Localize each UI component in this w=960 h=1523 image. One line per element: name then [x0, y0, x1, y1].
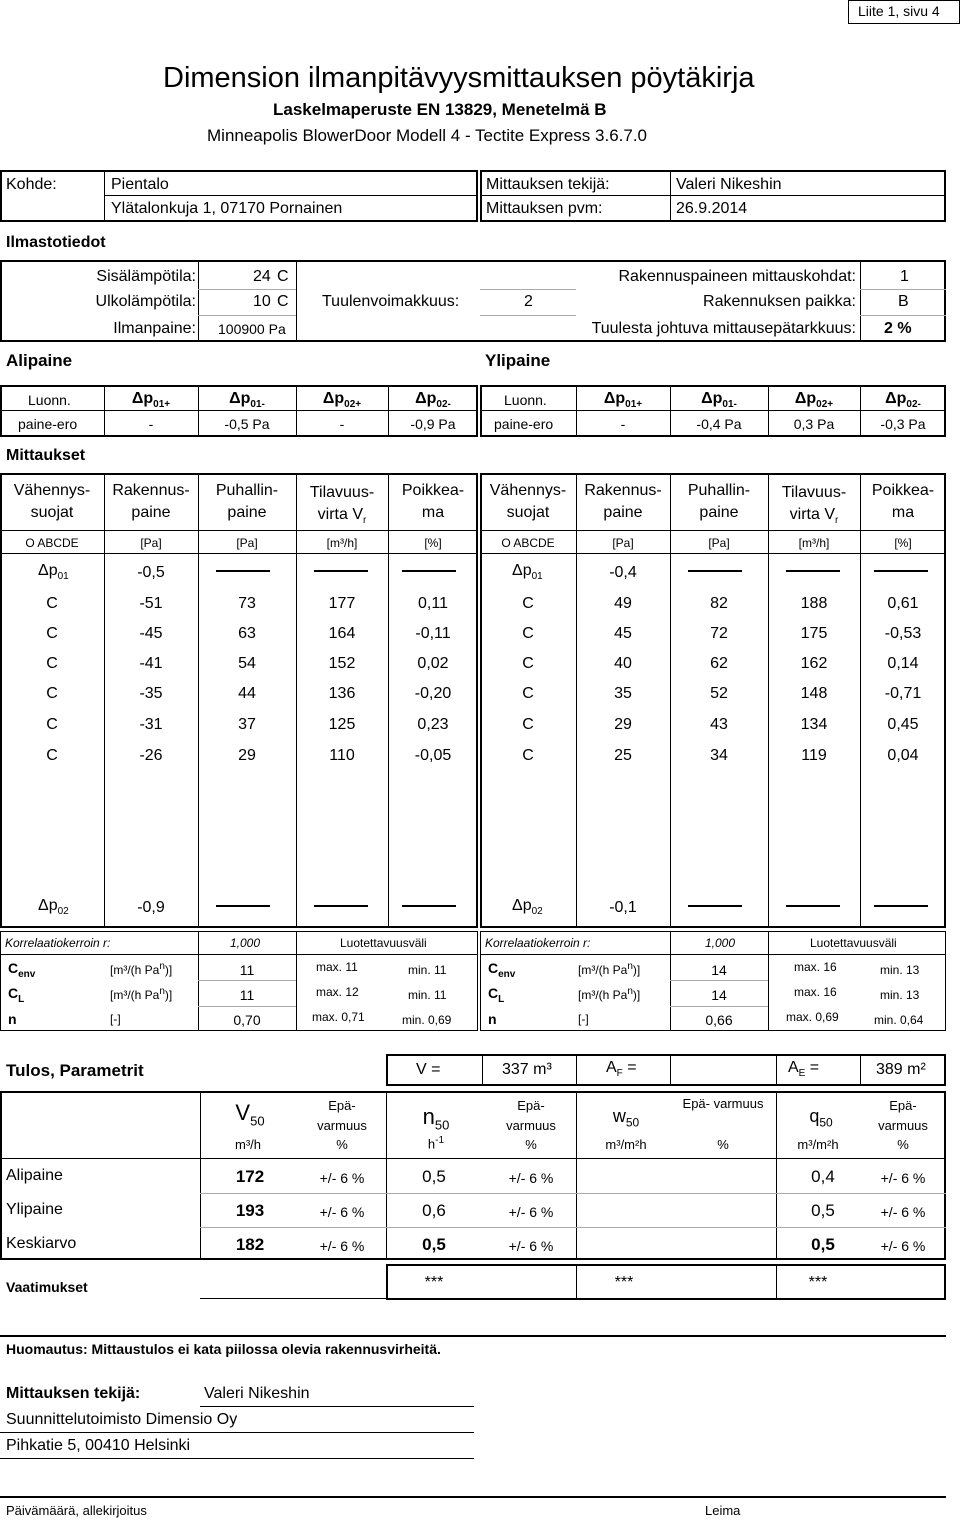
yli-row-4-col-4: 148 — [800, 685, 828, 702]
y-unit-fp: [Pa] — [708, 536, 730, 550]
w50-header: $w_{50}$ — [612, 1106, 640, 1130]
result-1-e4: +/- 6 % — [880, 1170, 926, 1186]
ali-row-5-col-5: 0,23 — [417, 716, 449, 733]
ali-cl-unit: [m³/(h Pa$^n$)] — [110, 986, 173, 1002]
unit-fp: [Pa] — [236, 536, 258, 550]
result-3-q50: 0,5 — [811, 1235, 835, 1254]
yli-natural-4: -0,3 Pa — [880, 416, 926, 432]
y-hdr-flow: Tilavuus- virta $V_r$ — [781, 484, 847, 527]
yli-natural-3: 0,3 Pa — [793, 416, 835, 432]
y-hdr-building-pressure: Rakennus- paine — [584, 482, 662, 521]
indoor-temp-value: 24 — [253, 268, 271, 285]
y-dp02-plus-header: $\Delta p_{02+}$ — [794, 390, 834, 411]
yli-row-6-col-1: C — [522, 747, 534, 764]
y-conf-label: Luotettavuusväli — [810, 936, 897, 950]
ali-row-4-col-3: 44 — [238, 685, 256, 702]
q50-header: $q_{50}$ — [809, 1106, 833, 1130]
page-ref: Liite 1, sivu 4 — [858, 3, 940, 19]
conf-label: Luotettavuusväli — [340, 936, 427, 950]
corr-label: Korrelaatiokerroin r: — [5, 936, 111, 950]
yli-n-max: max. 0,69 — [786, 1010, 839, 1024]
w50-uncert-header: Epä- varmuus — [682, 1096, 764, 1111]
yli-row-5-col-5: 0,45 — [887, 716, 919, 733]
ali-row-4-col-5: -0,20 — [414, 685, 452, 702]
ali-dp02-label: $\Delta p_{02}$ — [38, 897, 69, 918]
ali-row-6-col-5: -0,05 — [414, 747, 452, 764]
result-3-n50: 0,5 — [422, 1235, 446, 1254]
volume-value: 337 m³ — [502, 1061, 552, 1078]
company-address: Pihkatie 5, 00410 Helsinki — [6, 1437, 191, 1454]
yli-row-1-col-5: 0,61 — [887, 595, 919, 612]
yli-row-3-col-1: C — [522, 655, 534, 672]
yli-row-4-col-3: 52 — [710, 685, 728, 702]
yli-cl-value: 14 — [711, 987, 727, 1003]
pressure-points-value: 1 — [900, 268, 909, 285]
unit-fans: O ABCDE — [25, 536, 79, 550]
y-hdr-fan-pressure: Puhallin- paine — [687, 482, 751, 521]
ali-row-4-col-1: C — [46, 685, 58, 702]
yli-cl-unit: [m³/(h Pa$^n$)] — [578, 986, 641, 1002]
measurer-name: Valeri Nikeshin — [676, 176, 782, 193]
y-dp01-plus-header: $\Delta p_{01+}$ — [603, 390, 643, 411]
ali-cl-min: min. 11 — [408, 988, 447, 1002]
yli-row-1-col-1: C — [522, 595, 534, 612]
signer-name: Valeri Nikeshin — [204, 1385, 310, 1402]
note: Huomautus: Mittaustulos ei kata piilossa olevia rakennusvirheitä. — [6, 1341, 441, 1357]
ali-n-unit: [-] — [110, 1012, 121, 1026]
ali-row-6-col-3: 29 — [238, 747, 256, 764]
page-title: Dimension ilmanpitävyysmittauksen pöytäkirja — [163, 62, 755, 94]
ae-value: 389 m² — [876, 1061, 926, 1078]
ali-row-6-col-1: C — [46, 747, 58, 764]
air-pressure-value: 100900 Pa — [218, 321, 286, 337]
ali-row-2-col-3: 63 — [238, 625, 256, 642]
yli-row-6-col-4: 119 — [801, 747, 827, 764]
result-2-label: Ylipaine — [6, 1201, 63, 1218]
yli-cenv-max: max. 16 — [794, 960, 837, 974]
yli-row-1-col-2: 49 — [614, 595, 632, 612]
ali-corr-value: 1,000 — [230, 936, 261, 950]
q50-unit: m³/m²h — [797, 1137, 839, 1152]
wind-label: Tuulenvoimakkuus: — [322, 293, 460, 310]
yli-row-4-col-1: C — [522, 685, 534, 702]
natural-label-top-2: Luonn. — [504, 392, 547, 408]
ali-cenv-value: 11 — [239, 962, 255, 978]
unit-dev: [%] — [424, 536, 442, 550]
dp01-plus-header: $\Delta p_{01+}$ — [131, 390, 171, 411]
ali-cl-value: 11 — [239, 987, 255, 1003]
ali-row-1-col-1: C — [46, 595, 58, 612]
ali-row-2-col-1: C — [46, 625, 58, 642]
dp02-plus-header: $\Delta p_{02+}$ — [322, 390, 362, 411]
yli-row-5-col-1: C — [522, 716, 534, 733]
yli-dp01-value: -0,4 — [609, 564, 637, 581]
ali-row-3-col-1: C — [46, 655, 58, 672]
yli-row-1-col-4: 188 — [800, 595, 828, 612]
yli-row-3-col-5: 0,14 — [887, 655, 919, 672]
weather-heading: Ilmastotiedot — [6, 234, 106, 251]
y-unit-flow: [m³/h] — [798, 536, 830, 550]
measurements-heading: Mittaukset — [6, 447, 86, 464]
ali-cl-max: max. 12 — [316, 985, 359, 999]
yli-cenv-unit: [m³/(h Pa$^n$)] — [578, 961, 641, 977]
site-label: Kohde: — [6, 176, 57, 193]
indoor-temp-label: Sisälämpötila: — [96, 268, 196, 285]
yli-dp02-label: $\Delta p_{02}$ — [512, 897, 543, 918]
hdr-fan-pressure: Puhallin- paine — [215, 482, 279, 521]
yli-cl-max: max. 16 — [794, 985, 837, 999]
building-location-value: B — [898, 293, 909, 310]
yli-row-6-col-3: 34 — [710, 747, 728, 764]
building-location-label: Rakennuksen paikka: — [703, 293, 856, 310]
unit-bp: [Pa] — [140, 536, 162, 550]
hdr-building-pressure: Rakennus- paine — [112, 482, 190, 521]
ali-row-1-col-2: -51 — [139, 595, 163, 612]
ali-row-6-col-2: -26 — [139, 747, 163, 764]
yli-dp02-value: -0,1 — [609, 899, 637, 916]
yli-n-value: 0,66 — [705, 1012, 733, 1028]
w50-pct-unit: % — [717, 1137, 729, 1152]
yli-row-4-col-5: -0,71 — [884, 685, 922, 702]
ali-row-3-col-4: 152 — [328, 655, 356, 672]
yli-row-5-col-3: 43 — [710, 716, 728, 733]
yli-row-3-col-4: 162 — [800, 655, 828, 672]
yli-row-4-col-2: 35 — [614, 685, 632, 702]
result-2-e1: +/- 6 % — [319, 1204, 365, 1220]
n50-pct-unit: % — [525, 1137, 537, 1152]
air-pressure-label: Ilmanpaine: — [113, 320, 196, 337]
result-1-v50: 172 — [235, 1167, 265, 1186]
wind-error-value: 2 % — [884, 320, 912, 337]
y-corr-label: Korrelaatiokerroin r: — [485, 936, 591, 950]
result-1-n50: 0,5 — [422, 1167, 446, 1186]
hdr-deviation: Poikkea- ma — [401, 482, 465, 521]
ali-natural-2: -0,5 Pa — [224, 416, 270, 432]
ali-row-1-col-5: 0,11 — [418, 595, 448, 612]
ali-row-2-col-5: -0,11 — [415, 625, 451, 642]
pressure-points-label: Rakennuspaineen mittauskohdat: — [618, 268, 856, 285]
subtitle-method: Laskelmaperuste EN 13829, Menetelmä B — [273, 100, 607, 119]
ali-row-3-col-3: 54 — [238, 655, 256, 672]
hdr-fans: Vähennys- suojat — [13, 482, 91, 521]
req-q50: *** — [808, 1274, 828, 1291]
measurer-label: Mittauksen tekijä: — [486, 176, 610, 193]
req-w50: *** — [614, 1274, 634, 1291]
outdoor-temp-label: Ulkolämpötila: — [95, 293, 196, 310]
ali-n-label: n — [8, 1011, 17, 1027]
yli-row-3-col-3: 62 — [710, 655, 728, 672]
requirements-label: Vaatimukset — [6, 1279, 88, 1295]
ali-natural-4: -0,9 Pa — [410, 416, 456, 432]
yli-cl-min: min. 13 — [880, 988, 920, 1002]
stamp-label: Leima — [705, 1503, 741, 1518]
v50-unit: m³/h — [235, 1137, 261, 1152]
ali-row-4-col-2: -35 — [139, 685, 163, 702]
v50-uncert-header: Epä- varmuus — [317, 1098, 367, 1133]
volume-label: V = — [416, 1061, 441, 1078]
ali-n-value: 0,70 — [233, 1012, 261, 1028]
y-hdr-deviation: Poikkea- ma — [871, 482, 935, 521]
af-label: $A_F$ = — [606, 1059, 637, 1080]
ali-dp02-value: -0,9 — [137, 899, 165, 916]
ali-row-6-col-4: 110 — [329, 747, 355, 764]
yli-n-label: n — [488, 1011, 497, 1027]
yli-row-2-col-5: -0,53 — [884, 625, 922, 642]
volume-box — [386, 1054, 946, 1086]
yli-row-5-col-4: 134 — [800, 716, 828, 733]
ali-cenv-label: $C_{env}$ — [8, 960, 36, 980]
v50-pct-unit: % — [336, 1137, 348, 1152]
v50-header: $V_{50}$ — [235, 1100, 265, 1129]
signer-label: Mittauksen tekijä: — [6, 1385, 141, 1402]
yli-n-unit: [-] — [578, 1012, 589, 1026]
ali-dp01-label: $\Delta p_{01}$ — [38, 562, 69, 583]
ali-row-5-col-4: 125 — [328, 716, 356, 733]
result-3-e2: +/- 6 % — [508, 1238, 554, 1254]
yli-row-6-col-5: 0,04 — [887, 747, 919, 764]
ali-dp01-value: -0,5 — [137, 564, 165, 581]
dp01-minus-header: $\Delta p_{01-}$ — [229, 390, 265, 411]
ali-row-4-col-4: 136 — [328, 685, 356, 702]
yli-row-5-col-2: 29 — [614, 716, 632, 733]
yli-natural-1: - — [620, 416, 626, 432]
w50-unit: m³/m²h — [605, 1137, 647, 1152]
req-n50: *** — [424, 1274, 444, 1291]
y-hdr-fans: Vähennys- suojat — [489, 482, 567, 521]
result-2-v50: 193 — [235, 1201, 265, 1220]
wind-value: 2 — [524, 293, 533, 310]
dp02-minus-header: $\Delta p_{02-}$ — [415, 390, 451, 411]
ali-row-5-col-3: 37 — [238, 716, 256, 733]
ali-row-3-col-5: 0,02 — [417, 655, 449, 672]
company: Suunnittelutoimisto Dimensio Oy — [6, 1411, 238, 1428]
result-2-e4: +/- 6 % — [880, 1204, 926, 1220]
overpressure-heading: Ylipaine — [485, 351, 551, 370]
n50-unit: $h^{-1}$ — [427, 1135, 445, 1152]
n50-header: $n_{50}$ — [422, 1104, 450, 1133]
site-name: Pientalo — [111, 176, 169, 193]
yli-row-2-col-1: C — [522, 625, 534, 642]
ali-cenv-unit: [m³/(h Pa$^n$)] — [110, 961, 173, 977]
result-1-q50: 0,4 — [811, 1167, 835, 1186]
ali-row-2-col-2: -45 — [139, 625, 163, 642]
y-unit-fans: O ABCDE — [501, 536, 555, 550]
result-2-q50: 0,5 — [811, 1201, 835, 1220]
natural-label-bottom-2: paine-ero — [494, 416, 554, 432]
ali-natural-3: - — [339, 416, 345, 432]
result-1-e2: +/- 6 % — [508, 1170, 554, 1186]
ali-cenv-max: max. 11 — [316, 960, 358, 974]
yli-row-6-col-2: 25 — [614, 747, 632, 764]
y-unit-dev: [%] — [894, 536, 912, 550]
ali-natural-1: - — [148, 416, 154, 432]
natural-label-bottom: paine-ero — [18, 416, 78, 432]
underpressure-heading: Alipaine — [6, 351, 73, 370]
ae-label: $A_E$ = — [788, 1059, 820, 1080]
result-2-n50: 0,6 — [422, 1201, 446, 1220]
result-1-e1: +/- 6 % — [319, 1170, 365, 1186]
yli-corr-value: 1,000 — [705, 936, 736, 950]
date-value: 26.9.2014 — [676, 200, 748, 217]
result-3-e1: +/- 6 % — [319, 1238, 365, 1254]
yli-row-2-col-3: 72 — [710, 625, 728, 642]
date-signature-label: Päivämäärä, allekirjoitus — [6, 1503, 147, 1518]
ali-row-5-col-2: -31 — [139, 716, 163, 733]
outdoor-temp-unit: C — [277, 293, 289, 310]
ali-row-2-col-4: 164 — [328, 625, 356, 642]
unit-flow: [m³/h] — [326, 536, 358, 550]
yli-row-2-col-4: 175 — [800, 625, 828, 642]
ali-n-max: max. 0,71 — [312, 1010, 365, 1024]
q50-pct-unit: % — [897, 1137, 909, 1152]
n50-uncert-header: Epä- varmuus — [506, 1098, 556, 1133]
date-label: Mittauksen pvm: — [486, 200, 603, 217]
ali-row-1-col-4: 177 — [328, 595, 356, 612]
outdoor-temp-value: 10 — [253, 293, 271, 310]
yli-natural-2: -0,4 Pa — [696, 416, 742, 432]
yli-cenv-label: $C_{env}$ — [488, 960, 516, 980]
q50-uncert-header: Epä- varmuus — [878, 1098, 928, 1133]
ali-cenv-min: min. 11 — [408, 963, 447, 977]
ali-row-5-col-1: C — [46, 716, 58, 733]
yli-row-3-col-2: 40 — [614, 655, 632, 672]
yli-dp01-label: $\Delta p_{01}$ — [512, 562, 543, 583]
yli-cenv-min: min. 13 — [880, 963, 920, 977]
result-3-label: Keskiarvo — [6, 1235, 77, 1252]
ali-n-min: min. 0,69 — [402, 1013, 452, 1027]
wind-error-label: Tuulesta johtuva mittausepätarkkuus: — [591, 320, 856, 337]
y-dp02-minus-header: $\Delta p_{02-}$ — [885, 390, 921, 411]
subtitle-device: Minneapolis BlowerDoor Modell 4 - Tectite Express 3.6.7.0 — [207, 126, 648, 145]
y-dp01-minus-header: $\Delta p_{01-}$ — [701, 390, 737, 411]
ali-cl-label: $C_L$ — [8, 985, 25, 1005]
result-2-e2: +/- 6 % — [508, 1204, 554, 1220]
ali-row-3-col-2: -41 — [139, 655, 163, 672]
yli-row-1-col-3: 82 — [710, 595, 728, 612]
yli-cenv-value: 14 — [711, 962, 727, 978]
result-1-label: Alipaine — [6, 1167, 63, 1184]
results-heading: Tulos, Parametrit — [6, 1061, 144, 1080]
yli-cl-label: $C_L$ — [488, 985, 505, 1005]
natural-label-top: Luonn. — [28, 392, 71, 408]
ali-row-1-col-3: 73 — [238, 595, 256, 612]
result-3-v50: 182 — [235, 1235, 265, 1254]
result-3-e4: +/- 6 % — [880, 1238, 926, 1254]
y-unit-bp: [Pa] — [612, 536, 634, 550]
yli-n-min: min. 0,64 — [874, 1013, 924, 1027]
site-address: Ylätalonkuja 1, 07170 Pornainen — [111, 200, 343, 217]
yli-row-2-col-2: 45 — [614, 625, 632, 642]
hdr-flow: Tilavuus- virta $V_r$ — [309, 484, 375, 527]
indoor-temp-unit: C — [277, 268, 289, 285]
